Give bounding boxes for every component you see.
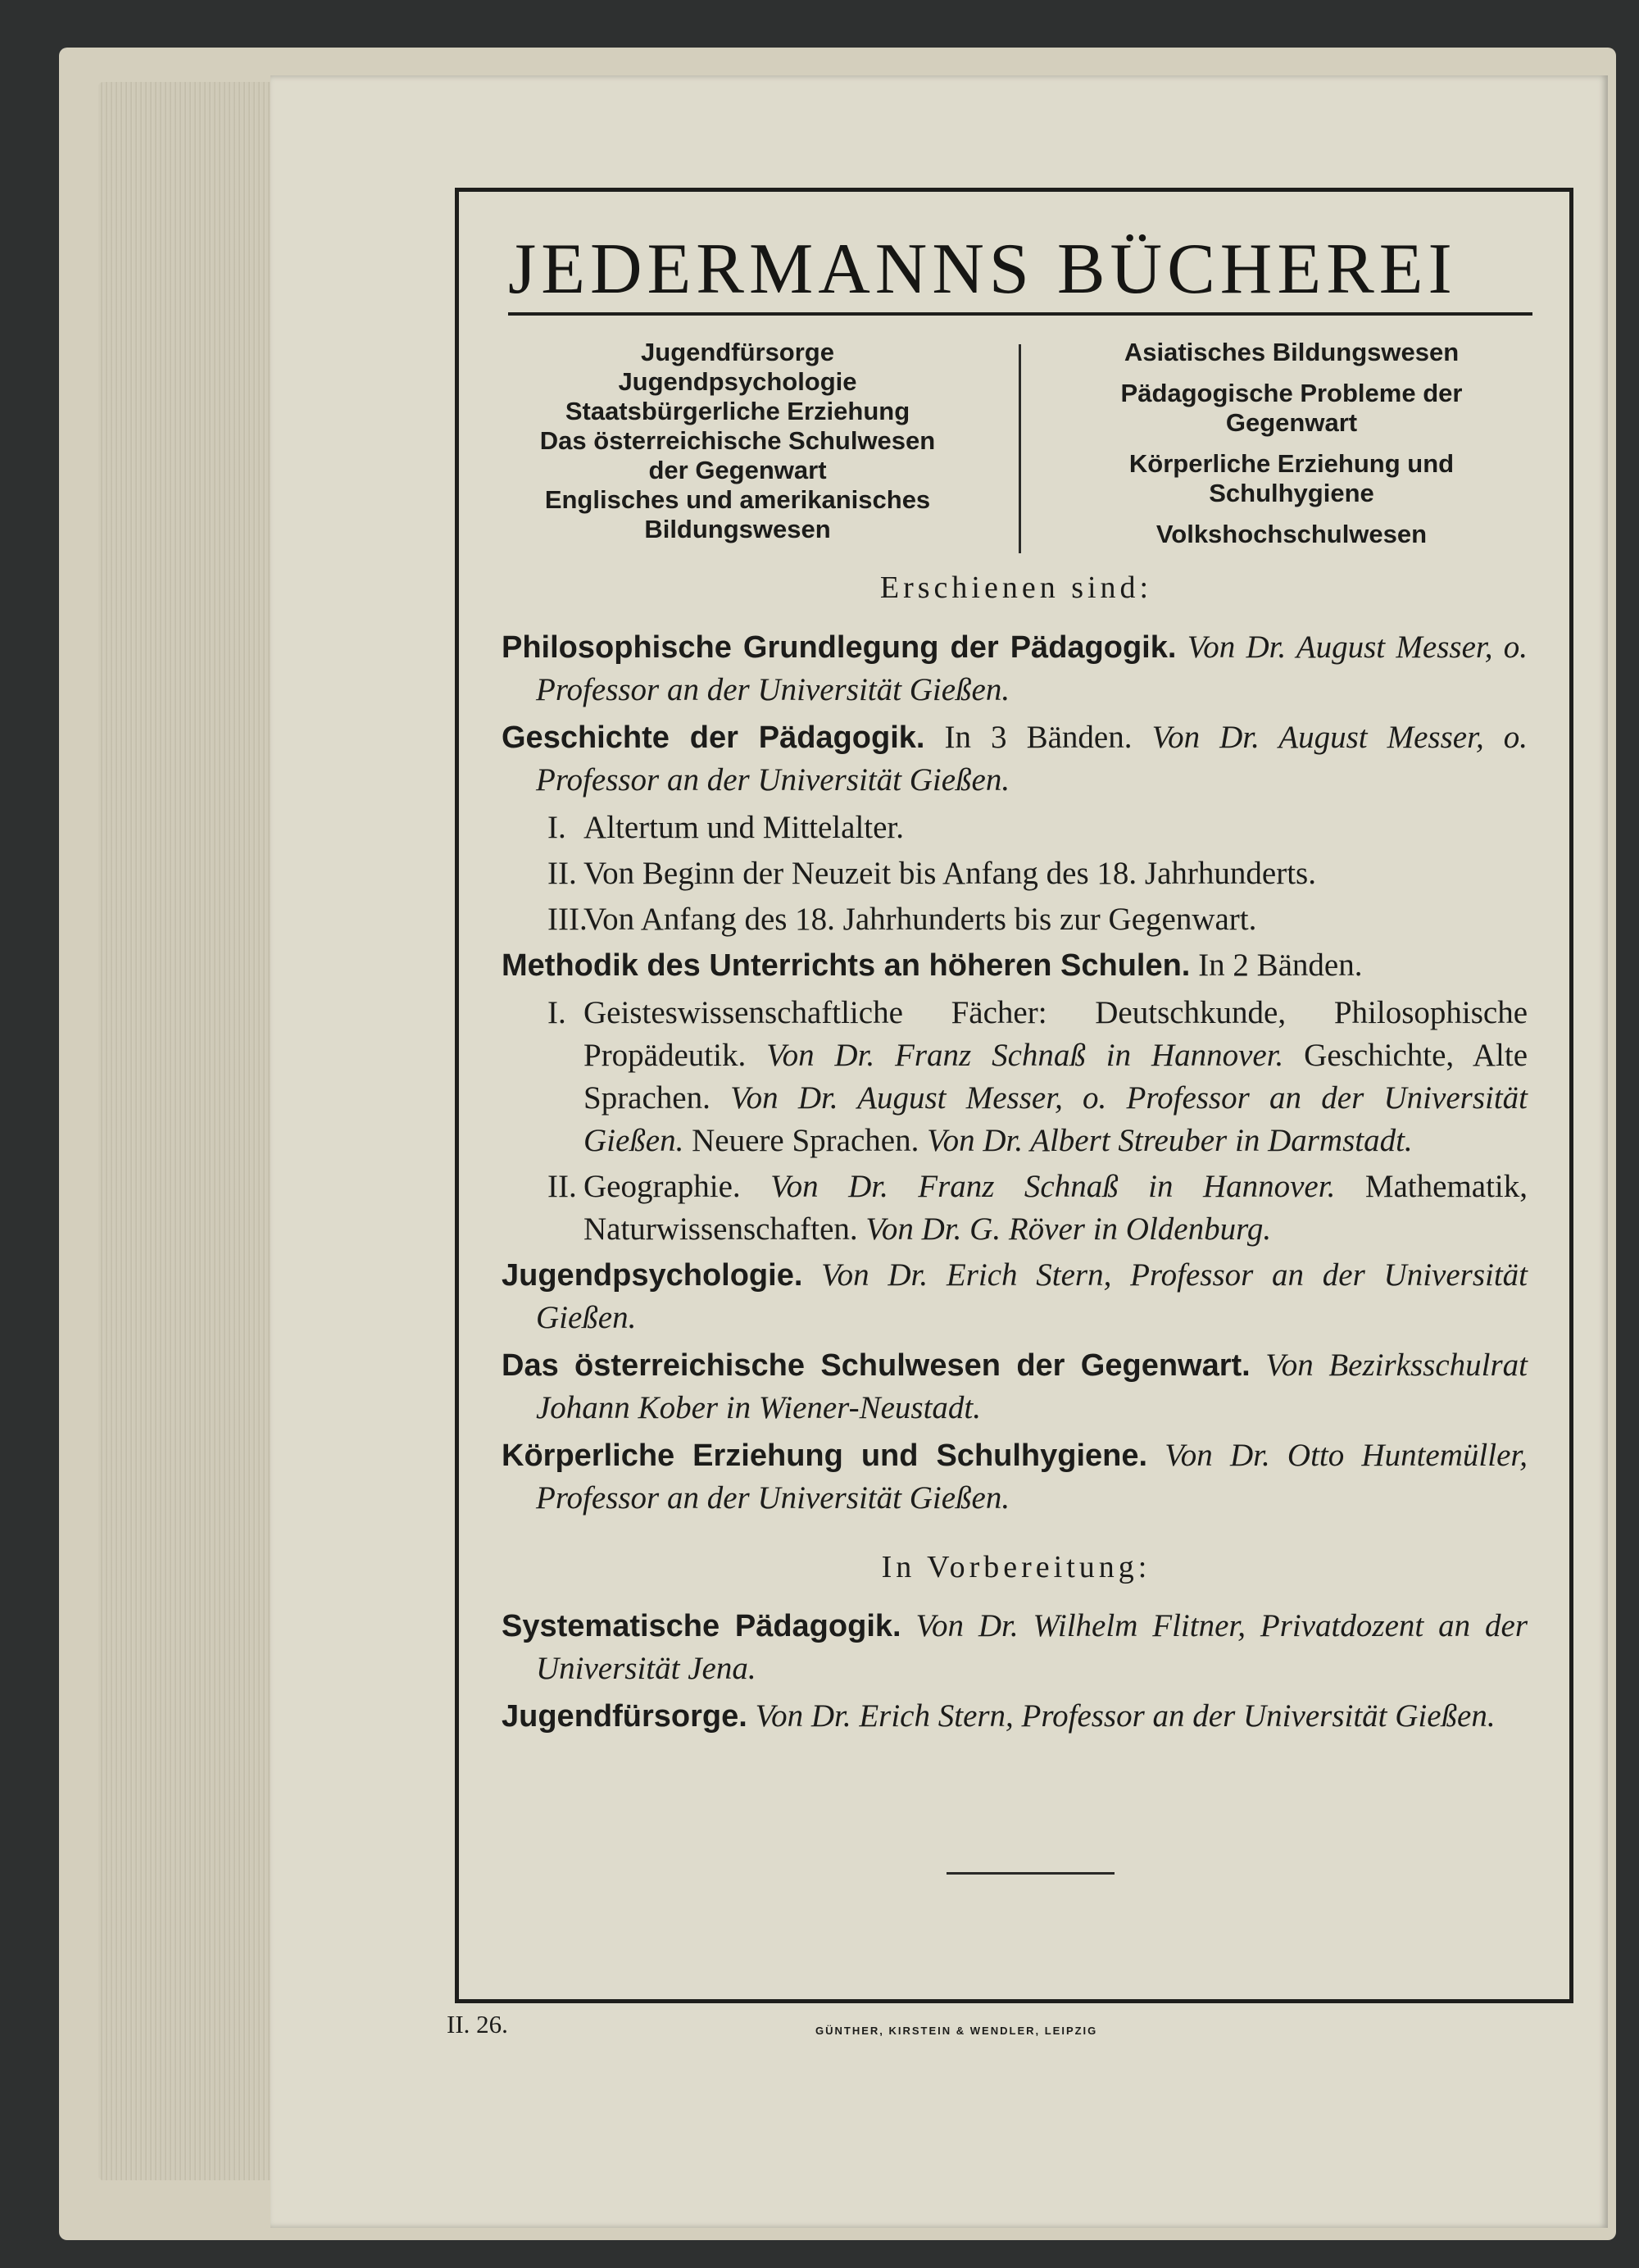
topic-item: Das österreichische Schulwesen (539, 426, 936, 455)
volume-author: Von Dr. Franz Schnaß in Hannover. (766, 1038, 1284, 1073)
topic-item: Asiatisches Bildungswesen (1124, 338, 1460, 366)
book-title: Jugendpsychologie. (502, 1258, 803, 1293)
book-volumes-note: In 2 Bänden. (1198, 948, 1363, 983)
volume-number: II. (547, 1169, 577, 1204)
book-entry (502, 1605, 1528, 1690)
published-heading: Erschienen sind: (879, 570, 1153, 605)
topic-item: Jugendfürsorge (641, 338, 834, 366)
book-author: Von Dr. Wilhelm Flitner, Privatdozent an der Universität Jena. (536, 1608, 1528, 1686)
book-entry (502, 1434, 1528, 1520)
book-title: Körperliche Erziehung und Schulhygiene. (502, 1439, 1148, 1473)
in-preparation-heading: In Vorbereitung: (881, 1550, 1151, 1584)
book-entry (502, 626, 1528, 711)
book-title: Methodik des Unterrichts an höheren Schulen. (502, 948, 1191, 983)
topic-item: Jugendpsychologie (618, 367, 857, 396)
volume-title: Von Beginn der Neuzeit bis Anfang des 18. Jahrhunderts. (583, 856, 1316, 891)
volume-item (502, 898, 1528, 941)
topics-list-right (1062, 338, 1521, 561)
volume-item (502, 852, 1528, 895)
topic-item: Englisches und amerikanisches (544, 485, 931, 514)
series-title: JEDERMANNS BÜCHEREI (508, 230, 1457, 309)
volume-author: Von Dr. August Messer, o. Professor an der Universität Gießen. (583, 1080, 1528, 1158)
volume-title: Altertum und Mittelalter. (583, 810, 905, 845)
volume-title: Von Anfang des 18. Jahrhunderts bis zur Gegenwart. (583, 902, 1257, 937)
volume-number: II. (547, 856, 577, 891)
volume-item (502, 992, 1528, 1162)
book-title: Philosophische Grundlegung der Pädagogik. (502, 630, 1177, 665)
volume-item (502, 1166, 1528, 1251)
book-title: Systematische Pädagogik. (502, 1609, 901, 1643)
volume-number: I. (547, 995, 566, 1030)
volume-title: Geisteswissenschaftliche Fächer: Deutschkunde, Philosophische Propädeutik. (583, 995, 1528, 1073)
topic-item: Staatsbürgerliche Erziehung (565, 397, 910, 425)
book-author: Von Dr. Erich Stern, Professor an der Universität Gießen. (755, 1698, 1496, 1734)
topic-item: Bildungswesen (644, 515, 831, 543)
book-author: Von Dr. August Messer, o. Professor an der Universität Gießen. (536, 629, 1528, 707)
page-edges (98, 82, 295, 2180)
volume-title: Geographie. (583, 1169, 741, 1204)
published-list (502, 626, 1528, 1525)
volume-author: Von Dr. Albert Streuber in Darmstadt. (927, 1123, 1413, 1158)
book-title: Das österreichische Schulwesen der Gegenwart. (502, 1348, 1251, 1383)
book-entry (502, 1695, 1528, 1738)
book-entry (502, 1254, 1528, 1339)
book-title: Jugendfürsorge. (502, 1699, 747, 1734)
title-rule (508, 312, 1532, 316)
printer-imprint: GÜNTHER, KIRSTEIN & WENDLER, LEIPZIG (815, 2025, 1098, 2037)
book-author: Von Bezirksschulrat Johann Kober in Wiener-Neustadt. (536, 1348, 1528, 1425)
volume-item (502, 807, 1528, 849)
book-entry (502, 716, 1528, 802)
signature-mark: II. 26. (447, 2010, 508, 2038)
book-author: Von Dr. August Messer, o. Professor an der Universität Gießen. (536, 720, 1528, 798)
volume-number: III. (547, 902, 588, 937)
topic-item: der Gegenwart (648, 456, 827, 484)
topic-item: Volkshochschulwesen (1155, 520, 1428, 548)
topic-item: Körperliche Erziehung und Schulhygiene (1128, 449, 1455, 507)
book-author: Von Dr. Erich Stern, Professor an der Universität Gießen. (536, 1257, 1528, 1335)
volume-author: Von Dr. Franz Schnaß in Hannover. (770, 1169, 1336, 1204)
book-volumes-note: In 3 Bänden. (944, 720, 1133, 755)
book-author: Von Dr. Otto Huntemüller, Professor an der Universität Gießen. (536, 1438, 1528, 1516)
book-entry (502, 1344, 1528, 1429)
topics-divider (1019, 344, 1021, 553)
volume-title: Neuere Sprachen. (692, 1123, 919, 1158)
closing-rule (947, 1872, 1115, 1875)
volume-title: Geschichte, Alte Sprachen. (583, 1038, 1528, 1116)
volume-author: Von Dr. G. Röver in Oldenburg. (865, 1211, 1272, 1247)
book-title: Geschichte der Pädagogik. (502, 720, 925, 755)
in-preparation-list (502, 1605, 1528, 1743)
volume-number: I. (547, 810, 566, 845)
volume-title: Mathematik, Naturwissenschaften. (583, 1169, 1528, 1247)
book-entry (502, 944, 1528, 987)
topics-list-left (508, 338, 967, 544)
topic-item: Pädagogische Probleme der Gegenwart (1120, 379, 1463, 437)
